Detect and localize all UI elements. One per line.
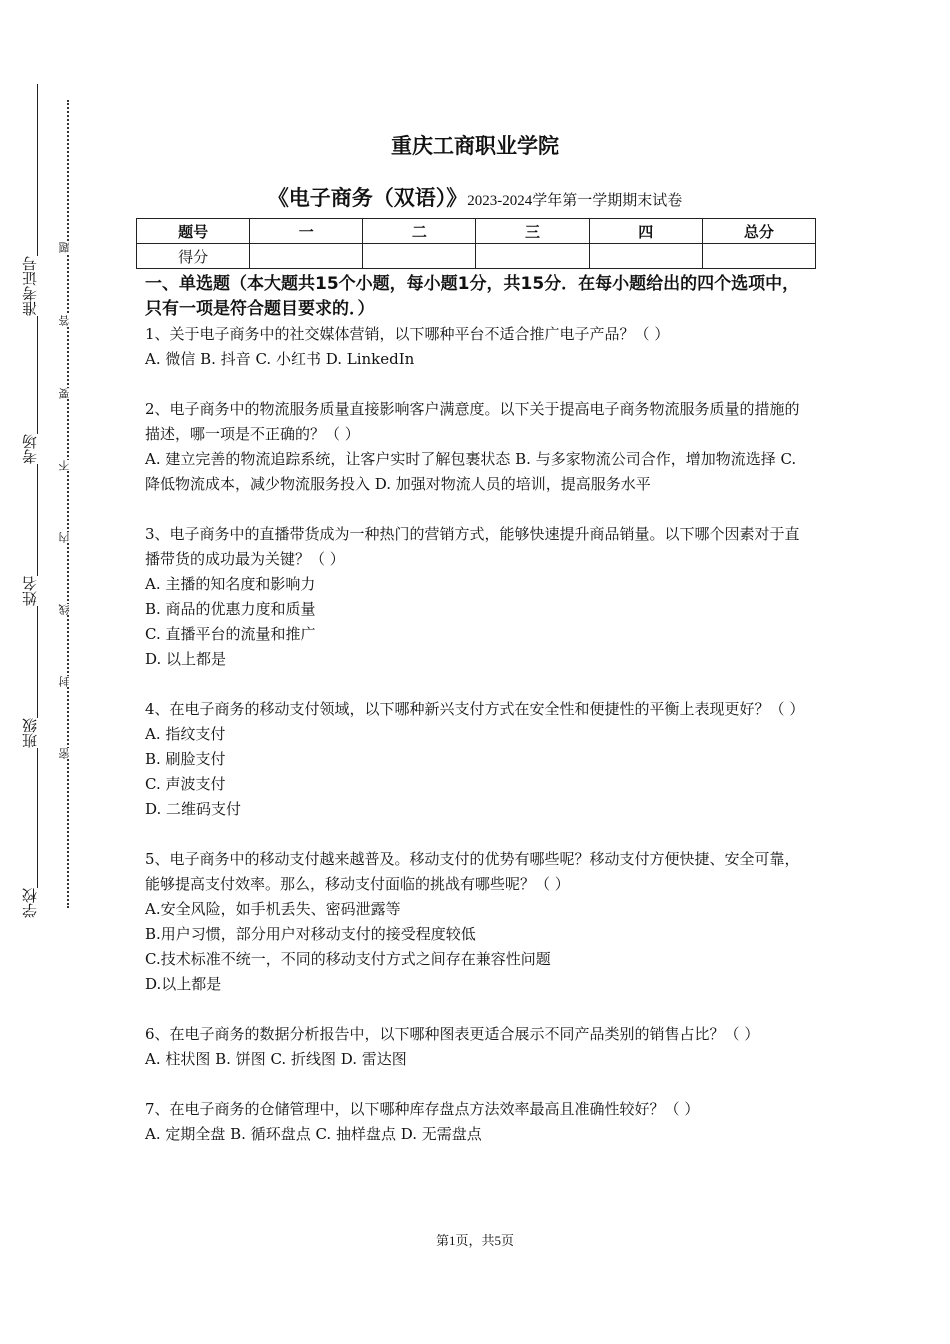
question-7 <box>145 1097 810 1147</box>
question-stem: 4、在电子商务的移动支付领域，以下哪种新兴支付方式在安全性和便捷性的平衡上表现更好？（ ） <box>145 700 805 718</box>
option-b: B. 商品的优惠力度和质量 <box>145 600 316 618</box>
seal-char-8: 密 <box>59 748 75 759</box>
field-exam-room: 考场 <box>22 434 42 464</box>
spacer <box>145 822 810 847</box>
spacer <box>145 372 810 397</box>
score-cell <box>589 244 702 269</box>
seal-char-1: 题 <box>59 242 75 253</box>
score-header-cell: 二 <box>363 219 476 244</box>
question-stem: 6、在电子商务的数据分析报告中，以下哪种图表更适合展示不同产品类别的销售占比？（ ） <box>145 1025 760 1043</box>
question-options: A. 定期全盘 B. 循环盘点 C. 抽样盘点 D. 无需盘点 <box>145 1125 482 1143</box>
score-cell <box>363 244 476 269</box>
question-options: A. 微信 B. 抖音 C. 小红书 D. LinkedIn <box>145 350 415 368</box>
field-name: 姓名 <box>22 576 42 606</box>
seal-char-2: 答 <box>59 315 75 326</box>
option-d: D.以上都是 <box>145 975 222 993</box>
school-title: 重庆工商职业学院 <box>391 134 559 158</box>
seal-char-4: 不 <box>59 460 75 471</box>
spacer <box>145 1072 810 1097</box>
page-footer: 第1页，共5页 <box>435 1233 514 1248</box>
question-1 <box>145 322 810 372</box>
option-c: C.技术标准不统一，不同的移动支付方式之间存在兼容性问题 <box>145 950 551 968</box>
term-label: 2023-2024学年第一学期期末试卷 <box>467 193 683 209</box>
seal-char-7: 封 <box>59 676 75 687</box>
spacer <box>145 997 810 1022</box>
option-a: A. 指纹支付 <box>145 725 226 743</box>
score-table-header-row <box>137 219 816 244</box>
question-content <box>145 270 810 1147</box>
score-header-cell: 四 <box>589 219 702 244</box>
option-d: D. 以上都是 <box>145 650 227 668</box>
question-stem: 7、在电子商务的仓储管理中，以下哪种库存盘点方法效率最高且准确性较好？（ ） <box>145 1100 700 1118</box>
question-options: A. 建立完善的物流追踪系统，让客户实时了解包裹状态 B. 与多家物流公司合作，增加物流选择 C. 降低物流成本，减少物流服务投入 D. 加强对物流人员的培训，提高服务水平 <box>145 450 797 493</box>
field-class: 班级 <box>22 718 42 748</box>
option-d: D. 二维码支付 <box>145 800 242 818</box>
question-2 <box>145 397 810 497</box>
spacer <box>145 497 810 522</box>
score-table-score-row <box>137 244 816 269</box>
seal-char-5: 内 <box>59 532 75 543</box>
course-name: 《电子商务（双语）》 <box>267 186 468 210</box>
spacer <box>145 672 810 697</box>
question-stem: 5、电子商务中的移动支付越来越普及。移动支付的优势有哪些呢？移动支付方便快捷、安全可靠，能够提高支付效率。那么，移动支付面临的挑战有哪些呢？（ ） <box>145 850 800 893</box>
score-row-label: 得分 <box>137 244 250 269</box>
score-header-cell: 总分 <box>702 219 815 244</box>
section-title: 一、单选题（本大题共15个小题，每小题1分，共15分．在每小题给出的四个选项中，只有一项是符合题目要求的．） <box>145 274 800 319</box>
question-stem: 3、电子商务中的直播带货成为一种热门的营销方式，能够快速提升商品销量。以下哪个因素对于直播带货的成功最为关键？（ ） <box>145 525 800 568</box>
question-5 <box>145 847 810 997</box>
question-4 <box>145 697 810 822</box>
score-header-cell: 一 <box>250 219 363 244</box>
score-cell <box>476 244 589 269</box>
score-table <box>136 218 816 269</box>
option-a: A.安全风险，如手机丢失、密码泄露等 <box>145 900 401 918</box>
option-c: C. 声波支付 <box>145 775 226 793</box>
score-cell <box>250 244 363 269</box>
field-exam-number: 准考证号 <box>22 256 42 316</box>
score-cell <box>702 244 815 269</box>
option-b: B. 刷脸支付 <box>145 750 226 768</box>
question-3 <box>145 522 810 672</box>
option-a: A. 主播的知名度和影响力 <box>145 575 316 593</box>
question-options: A. 柱状图 B. 饼图 C. 折线图 D. 雷达图 <box>145 1050 407 1068</box>
field-school: 学校 <box>22 888 42 918</box>
question-stem: 2、电子商务中的物流服务质量直接影响客户满意度。以下关于提高电子商务物流服务质量的措施的描述，哪一项是不正确的？（ ） <box>145 400 800 443</box>
seal-char-6: 线 <box>59 604 75 615</box>
option-c: C. 直播平台的流量和推广 <box>145 625 316 643</box>
score-header-cell: 三 <box>476 219 589 244</box>
binding-dotted-line <box>67 100 69 908</box>
exam-title <box>0 182 950 212</box>
question-6 <box>145 1022 810 1072</box>
question-stem: 1、关于电子商务中的社交媒体营销，以下哪种平台不适合推广电子产品？（ ） <box>145 325 670 343</box>
seal-char-3: 要 <box>59 388 75 399</box>
option-b: B.用户习惯，部分用户对移动支付的接受程度较低 <box>145 925 476 943</box>
score-header-cell: 题号 <box>137 219 250 244</box>
